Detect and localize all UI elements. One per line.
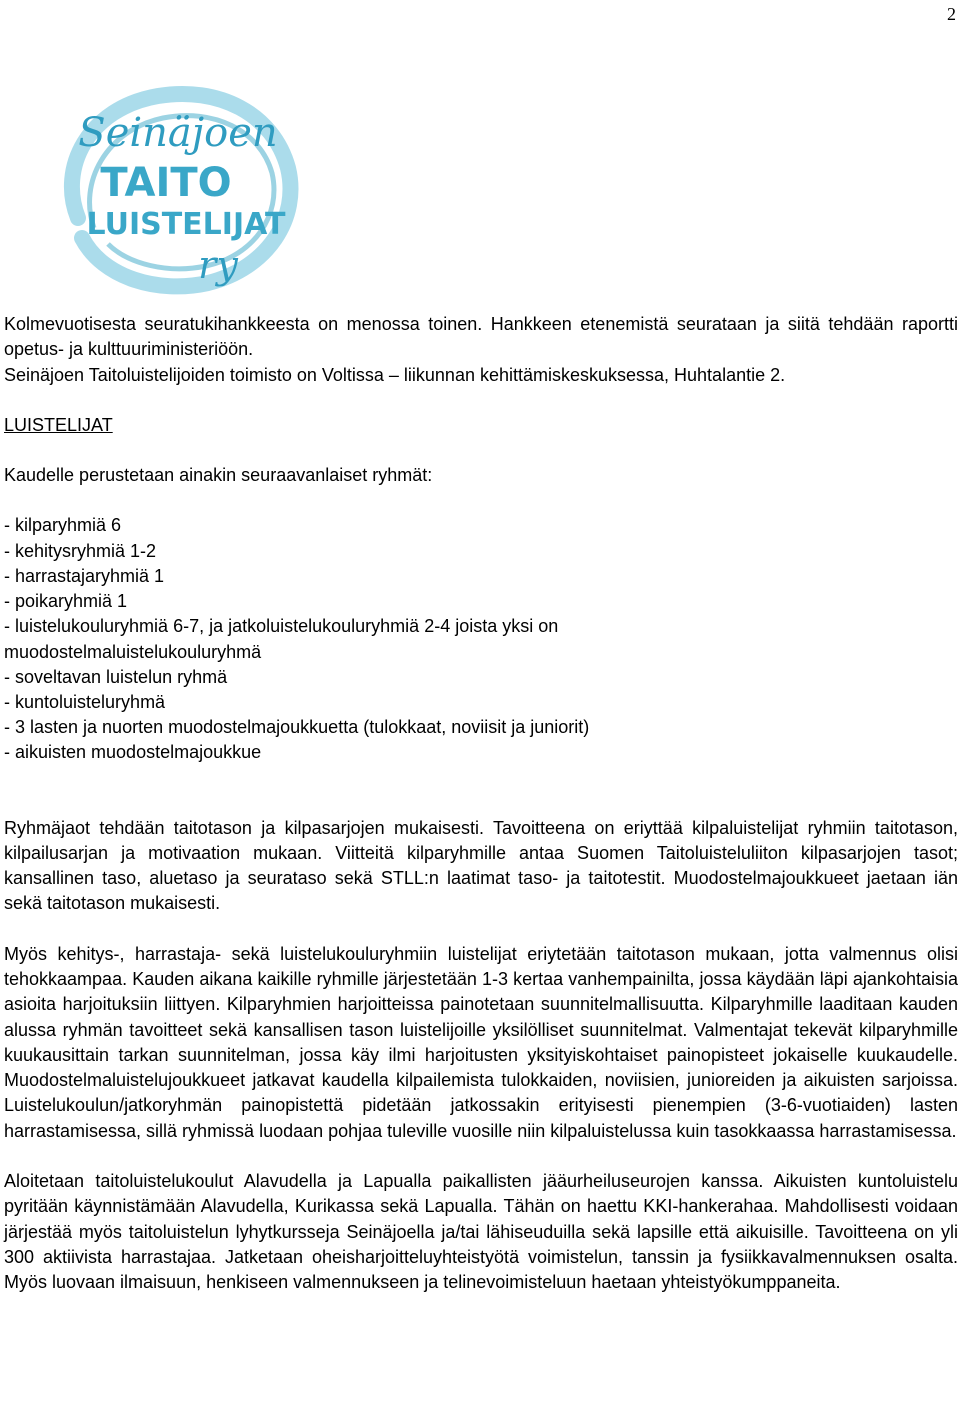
paragraph: Ryhmäjaot tehdään taitotason ja kilpasarjojen mukaisesti. Tavoitteena on eriyttää kilpaluistelijat ryhmiin taitotason, kilpailusarjan ja motivaation mukaan. Viitteitä kilparyhmille antaa Suomen Taitoluisteluliiton kilpasarjojen tasot; kansallinen taso, aluetaso ja seurataso sekä STLL:n laatimat taso- ja taitotestit. Muodostelmajoukkueet jaetaan iän sekä taitotason mukaisesti. xyxy=(4,817,958,914)
paragraph: Myös kehitys-, harrastaja- sekä luistelukouluryhmiin luistelijat eriytetään taitotason mukaan, jotta valmennus olisi tehokkaampaa. Kauden aikana kaikille ryhmille järjestetään 1-3 kertaa vanhempainilta, jossa käydään läpi ajankohtaisia asioita harjoituksiin liittyen. Kilparyhmien harjoitteissa painotetaan suunnitelmallisuutta. Kilparyhmille laaditaan kauden alussa ryhmän tavoitteet sekä kansallisen tason luistelijoille yksilölliset suunnitelmat. Valmentajat tekevät kilparyhmille kuukausittain tarkan suunnitelman, jossa käy ilmi harjoitusten yksityiskohtaiset painopisteet jokaiselle kuukaudelle. Muodostelmaluistelujoukkueet jatkavat kaudella kilpailemista tulokkaiden, noviisien, junioreiden ja aikuisten sarjoissa. Luistelukoulun/jatkoryhmän painopistettä pidetään jatkossakin erityisesti pienempien (3-6-vuotiaiden) lasten harrastamisessa, sillä ryhmissä luodaan pohjaa tuleville vuosille niin kilpaluistelussa kuin tasokkaassa harrastamisessa. xyxy=(4,943,958,1141)
logo-text-ry: ry xyxy=(198,243,238,287)
club-logo xyxy=(48,68,308,300)
groups-list xyxy=(4,513,958,765)
list-item: - soveltavan luistelun ryhmä xyxy=(4,666,228,687)
paragraph: Aloitetaan taitoluistelukoulut Alavudella ja Lapualla paikallisten jääurheiluseurojen kanssa. Aikuisten kuntoluistelu pyritään käynnistämään Alavudella, Kurikassa sekä Lapualla. Tähän on haettu KKI-hankerahaa. Mahdollisesti voidaan järjestää myös taitoluistelun lyhytkursseja Seinäjoella ja/tai lähiseuduilla sekä lapsille että aikuisille. Tavoitteena on yli 300 aktiivista harrastajaa. Jatketaan oheisharjoitteluyhteistyötä voimistelun, tanssin ja fysiikkavalmennuksen osalta. Myös luovaan ilmaisuun, henkiseen valmennukseen ja telinevoimisteluun haetaan yhteistyökumppaneita. xyxy=(4,1171,958,1293)
list-item: - poikaryhmiä 1 xyxy=(4,591,128,612)
list-item: - kuntoluisteluryhmä xyxy=(4,691,166,712)
office-location: Seinäjoen Taitoluistelijoiden toimisto on Voltissa – liikunnan kehittämiskeskuksessa, Huhtalantie 2. xyxy=(4,364,786,385)
list-item: - harrastajaryhmiä 1 xyxy=(4,565,165,586)
logo-text-luistelijat: LUISTELIJAT xyxy=(86,207,286,242)
document-body xyxy=(4,312,958,1296)
list-item: - aikuisten muodostelmajoukkue xyxy=(4,742,262,763)
list-item: - luistelukouluryhmiä 6-7, ja jatkoluistelukouluryhmiä 2-4 joista yksi on muodostelmaluistelukouluryhmä xyxy=(4,616,559,662)
logo-text-taito: TAITO xyxy=(100,160,232,206)
list-item: - kilparyhmiä 6 xyxy=(4,515,122,536)
logo-text-seinajoen: Seinäjoen xyxy=(78,110,278,156)
list-item: - kehitysryhmiä 1-2 xyxy=(4,540,157,561)
groups-intro: Kaudelle perustetaan ainakin seuraavanlaiset ryhmät: xyxy=(4,465,433,486)
intro-paragraph: Kolmevuotisesta seuratukihankkeesta on menossa toinen. Hankkeen etenemistä seurataan ja siitä tehdään raportti opetus- ja kulttuuriministeriöön. xyxy=(4,314,958,360)
list-item: - 3 lasten ja nuorten muodostelmajoukkuetta (tulokkaat, noviisit ja juniorit) xyxy=(4,717,590,738)
section-heading: LUISTELIJAT xyxy=(4,414,113,435)
page-number: 2 xyxy=(947,4,956,24)
